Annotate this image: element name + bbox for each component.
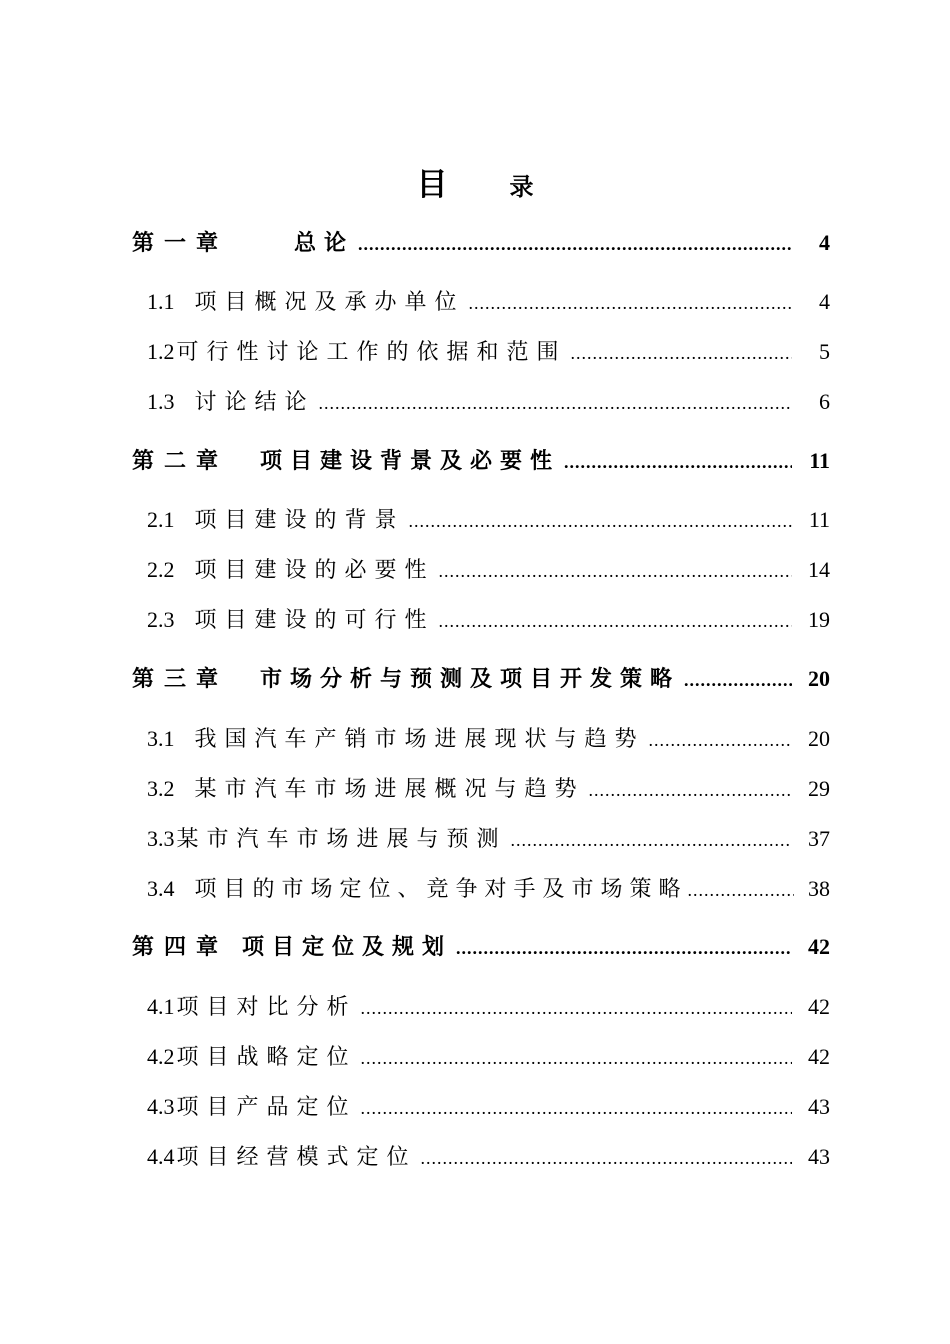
toc-section-2-1[interactable] <box>147 503 830 537</box>
toc-section-4-1[interactable] <box>147 990 830 1024</box>
toc-chapter-3[interactable] <box>132 662 830 696</box>
toc-page-number: 42 <box>808 994 830 1019</box>
toc-leader <box>421 1141 792 1175</box>
toc-chapter-title: 项目建设背景及必要性 <box>260 448 561 473</box>
toc-chapter-title: 总论 <box>294 230 355 255</box>
toc-page-number: 29 <box>808 776 830 801</box>
toc-section-title: 项目建设的背景 <box>194 507 405 532</box>
toc-leader <box>319 386 792 420</box>
toc-page-number: 20 <box>808 726 830 751</box>
toc-page-number: 5 <box>819 339 830 364</box>
toc-section-title: 讨论结论 <box>194 389 315 414</box>
toc-chapter-title: 市场分析与预测及项目开发策略 <box>260 666 681 691</box>
toc-page-number: 20 <box>808 666 830 691</box>
toc-section-number: 4.4 <box>147 1144 175 1169</box>
toc-leader <box>589 773 792 807</box>
toc-section-number: 1.1 <box>147 289 175 314</box>
toc-section-title: 项目的市场定位、竞争对手及市场策略 <box>194 876 688 901</box>
toc-leader <box>439 604 792 638</box>
toc-page-number: 42 <box>808 934 830 959</box>
toc-section-1-2[interactable] <box>147 335 830 369</box>
toc-leader <box>361 1041 792 1075</box>
title-part-1: 目 <box>416 167 448 202</box>
toc-chapter-label: 第四章 <box>132 934 229 959</box>
toc-section-number: 1.2 <box>147 339 175 364</box>
toc-section-title: 可行性讨论工作的依据和范围 <box>176 339 567 364</box>
toc-section-title: 项目建设的可行性 <box>194 607 435 632</box>
toc-section-number: 4.2 <box>147 1044 175 1069</box>
toc-leader <box>409 504 792 538</box>
toc-section-4-3[interactable] <box>147 1090 830 1124</box>
toc-leader <box>439 554 792 588</box>
toc-section-3-4[interactable] <box>147 872 830 906</box>
toc-chapter-label: 第二章 <box>132 448 229 473</box>
toc-section-4-2[interactable] <box>147 1040 830 1074</box>
toc-leader <box>469 286 792 320</box>
toc-section-number: 3.3 <box>147 826 175 851</box>
toc-section-number: 4.1 <box>147 994 175 1019</box>
toc-section-3-3[interactable] <box>147 822 830 856</box>
toc-leader <box>456 931 792 965</box>
toc-page-number: 19 <box>808 607 830 632</box>
toc-page-number: 43 <box>808 1144 830 1169</box>
toc-section-title: 项目对比分析 <box>176 994 357 1019</box>
toc-section-title: 项目建设的必要性 <box>194 557 435 582</box>
toc-page-number: 38 <box>808 876 830 901</box>
toc-chapter-1[interactable] <box>132 226 830 260</box>
toc-section-title: 某市汽车市场进展与预测 <box>176 826 507 851</box>
toc-section-1-3[interactable] <box>147 385 830 419</box>
toc-page-number: 4 <box>819 230 830 255</box>
toc-leader <box>361 991 792 1025</box>
toc-section-2-2[interactable] <box>147 553 830 587</box>
toc-section-3-2[interactable] <box>147 772 830 806</box>
toc-page-number: 6 <box>819 389 830 414</box>
toc-section-number: 3.1 <box>147 726 175 751</box>
toc-section-title: 项目概况及承办单位 <box>194 289 465 314</box>
toc-page-number: 11 <box>809 448 830 473</box>
toc-leader <box>511 823 792 857</box>
toc-section-number: 2.2 <box>147 557 175 582</box>
toc-leader <box>361 1091 792 1125</box>
toc-section-title: 项目战略定位 <box>176 1044 357 1069</box>
toc-section-1-1[interactable] <box>147 285 830 319</box>
toc-section-number: 1.3 <box>147 389 175 414</box>
title-part-2: 录 <box>509 175 534 201</box>
toc-page-number: 4 <box>819 289 830 314</box>
toc-section-number: 2.3 <box>147 607 175 632</box>
toc-chapter-2[interactable] <box>132 444 830 478</box>
toc-section-3-1[interactable] <box>147 722 830 756</box>
toc-leader <box>571 336 792 370</box>
toc-page-number: 14 <box>808 557 830 582</box>
toc-chapter-4[interactable] <box>132 930 830 964</box>
toc-section-4-4[interactable] <box>147 1140 830 1174</box>
toc-page-number: 37 <box>808 826 830 851</box>
toc-leader <box>358 227 792 261</box>
toc-section-title: 项目经营模式定位 <box>176 1144 417 1169</box>
toc-leader <box>684 663 792 697</box>
toc-section-title: 某市汽车市场进展概况与趋势 <box>194 776 585 801</box>
toc-chapter-label: 第一章 <box>132 230 229 255</box>
toc-page-number: 43 <box>808 1094 830 1119</box>
toc-section-number: 3.2 <box>147 776 175 801</box>
toc-section-title: 项目产品定位 <box>176 1094 357 1119</box>
toc-leader <box>564 445 792 479</box>
toc-section-title: 我国汽车产销市场进展现状与趋势 <box>194 726 645 751</box>
toc-section-number: 4.3 <box>147 1094 175 1119</box>
toc-leader <box>649 723 792 757</box>
toc-leader <box>688 873 794 907</box>
toc-section-number: 3.4 <box>147 876 175 901</box>
toc-page-number: 42 <box>808 1044 830 1069</box>
toc-section-number: 2.1 <box>147 507 175 532</box>
toc-chapter-label: 第三章 <box>132 666 229 691</box>
toc-chapter-title: 项目定位及规划 <box>242 934 453 959</box>
toc-page-number: 11 <box>808 507 830 532</box>
toc-section-2-3[interactable] <box>147 603 830 637</box>
